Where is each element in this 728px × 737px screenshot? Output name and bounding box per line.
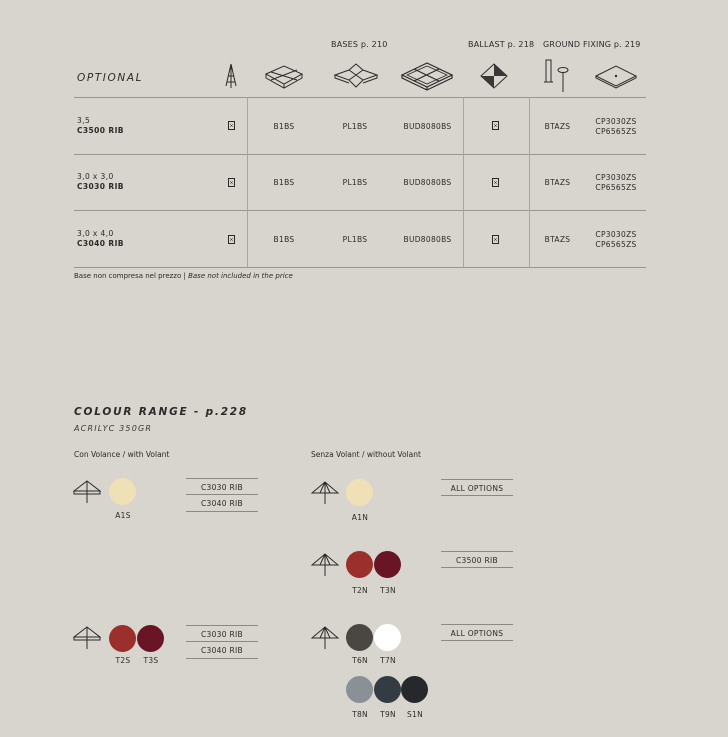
model-tag: ALL OPTIONS (441, 479, 513, 496)
base-note (74, 272, 293, 280)
cell-g2a: CP3030ZS (595, 173, 637, 182)
cell-b2: PL1BS (342, 122, 368, 131)
column-divider (529, 97, 530, 267)
color-swatch (374, 551, 401, 578)
cross-box-icon (228, 178, 235, 187)
cross-box-icon (492, 178, 499, 187)
model-tag: ALL OPTIONS (441, 624, 513, 641)
color-swatch (109, 478, 136, 505)
swatch-label: T9N (380, 710, 396, 719)
row-label (77, 116, 124, 136)
umbrella-icon (311, 551, 339, 577)
cell-g2b: CP6565ZS (595, 240, 637, 249)
cross-base-icon (263, 62, 305, 90)
plate-base-icon (333, 62, 379, 90)
square-base-icon (400, 60, 454, 92)
cross-box-icon (228, 121, 235, 130)
cross-box-icon (492, 235, 499, 244)
row-code: C3040 RIB (77, 239, 124, 248)
cell-g2a: CP3030ZS (595, 117, 637, 126)
color-swatch (374, 624, 401, 651)
swatch-label: A1S (115, 511, 131, 520)
umbrella-pole-icon (222, 62, 240, 90)
umbrella-icon (311, 624, 339, 650)
ballast-group-header: BALLAST p. 218 (468, 40, 535, 49)
with-volant-heading: Con Volance / with Volant (74, 450, 170, 459)
cell-b1: B1BS (273, 235, 295, 244)
cell-b2: PL1BS (342, 235, 368, 244)
base-note-it: Base non compresa nel prezzo | (74, 272, 189, 280)
swatch-label: T3N (380, 586, 396, 595)
cell-g2a: CP3030ZS (595, 230, 637, 239)
cell-g2b: CP6565ZS (595, 127, 637, 136)
umbrella-icon (311, 479, 339, 505)
cell-b3: BUD8080BS (403, 178, 452, 187)
swatch-label: A1N (351, 513, 369, 522)
model-tag: C3500 RIB (441, 551, 513, 568)
swatch-label: T8N (352, 710, 368, 719)
umbrella-volant-icon (73, 624, 101, 650)
ground-anchor-icon (543, 58, 573, 94)
base-note-en: Base not included in the price (188, 272, 293, 280)
table-bottom-rule (74, 267, 646, 268)
cross-box-icon (228, 235, 235, 244)
table-row-rule (74, 210, 646, 211)
row-label (77, 172, 124, 192)
cell-g2b: CP6565ZS (595, 183, 637, 192)
row-code: C3500 RIB (77, 126, 124, 135)
cell-b1: B1BS (273, 122, 295, 131)
model-tag: C3040 RIB (186, 642, 258, 659)
ground-fixing-group-header: GROUND FIXING p. 219 (543, 40, 641, 49)
without-volant-heading: Senza Volant / without Volant (311, 450, 421, 459)
swatch-label: S1N (406, 710, 424, 719)
column-divider (463, 97, 464, 267)
cell-b3: BUD8080BS (403, 235, 452, 244)
model-tag: C3030 RIB (186, 478, 258, 495)
row-code: C3030 RIB (77, 182, 124, 191)
ground-plate-icon (594, 62, 638, 90)
color-swatch (109, 625, 136, 652)
model-tag: C3040 RIB (186, 495, 258, 512)
table-top-rule (74, 97, 646, 98)
swatch-label: T2N (352, 586, 368, 595)
optional-heading: OPTIONAL (77, 72, 144, 84)
cell-g1: BTAZS (544, 235, 571, 244)
colour-range-title: COLOUR RANGE - p.228 (74, 406, 249, 418)
row-size: 3,5 (77, 116, 91, 125)
cell-b2: PL1BS (342, 178, 368, 187)
cell-b3: BUD8080BS (403, 122, 452, 131)
color-swatch (346, 676, 373, 703)
swatch-label: T2S (115, 656, 131, 665)
ballast-icon (479, 62, 509, 90)
color-swatch (374, 676, 401, 703)
cell-b1: B1BS (273, 178, 295, 187)
table-row-rule (74, 154, 646, 155)
row-label (77, 229, 124, 249)
cell-g1: BTAZS (544, 178, 571, 187)
color-swatch (346, 479, 373, 506)
color-swatch (401, 676, 428, 703)
color-swatch (346, 551, 373, 578)
cross-box-icon (492, 121, 499, 130)
umbrella-volant-icon (73, 478, 101, 504)
bases-group-header: BASES p. 210 (331, 40, 388, 49)
row-size: 3,0 x 4,0 (77, 229, 114, 238)
column-divider (247, 97, 248, 267)
color-swatch (346, 624, 373, 651)
swatch-label: T7N (380, 656, 396, 665)
swatch-label: T6N (352, 656, 368, 665)
color-swatch (137, 625, 164, 652)
model-tag: C3030 RIB (186, 625, 258, 642)
cell-g1: BTAZS (544, 122, 571, 131)
row-size: 3,0 x 3,0 (77, 172, 114, 181)
swatch-label: T3S (143, 656, 159, 665)
colour-range-subtitle: ACRILYC 350GR (74, 424, 153, 433)
